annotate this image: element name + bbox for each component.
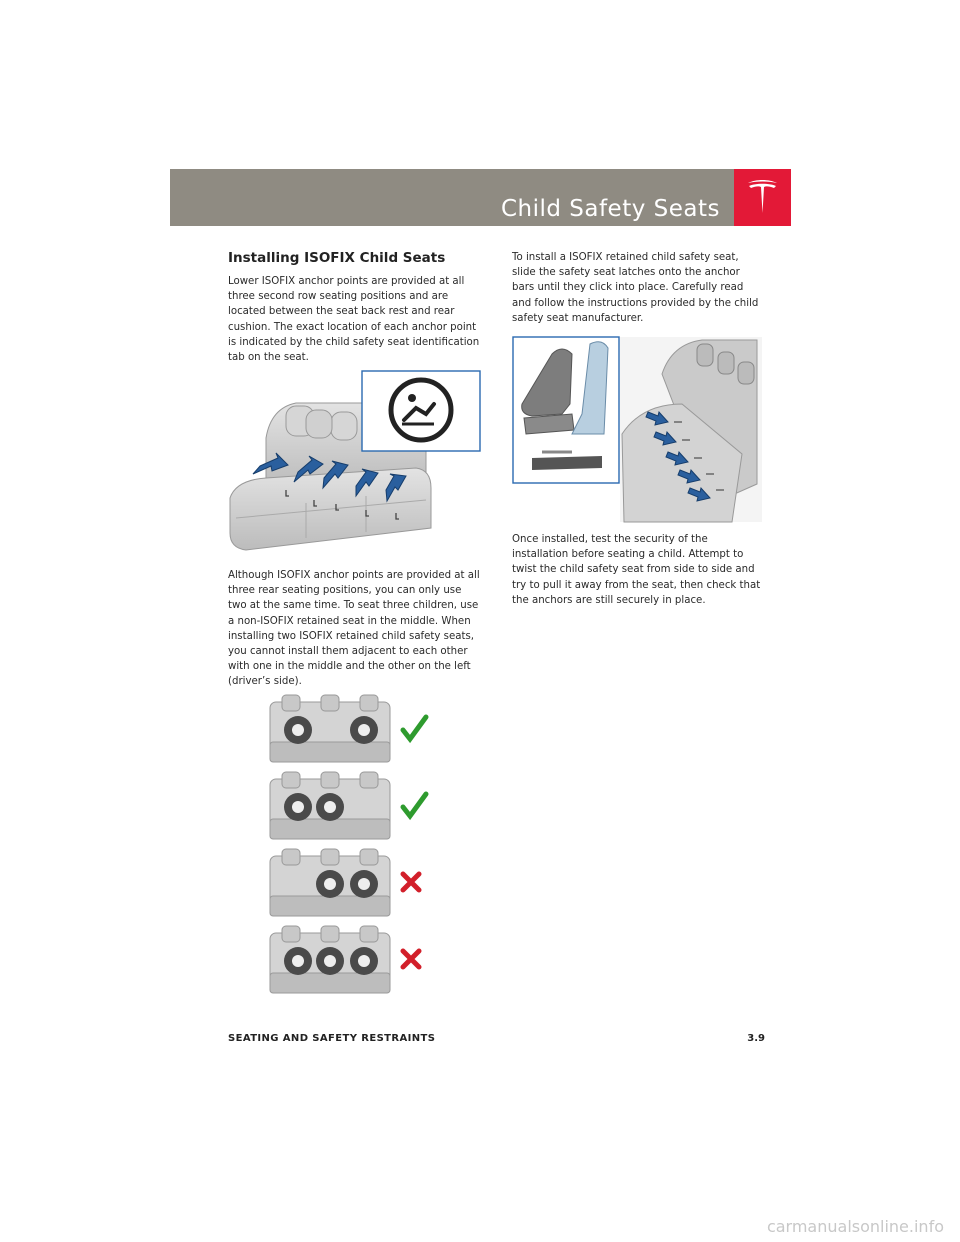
page-title: Child Safety Seats xyxy=(500,196,720,223)
configuration-row xyxy=(268,846,438,925)
rear-seat-diagram xyxy=(268,846,438,921)
isofix-install-illustration xyxy=(512,334,764,524)
configuration-row xyxy=(268,923,438,1002)
section-heading: Installing ISOFIX Child Seats xyxy=(228,250,446,266)
rear-seat-diagram xyxy=(268,923,438,998)
test-security-paragraph: Once installed, test the security of the installation before seating a child. Attempt to twist the child safety seat from side to side and try to pull it away from the seat, then check that the anchors are still securely in place. xyxy=(512,534,761,606)
configuration-row xyxy=(268,692,438,771)
intro-paragraph: Lower ISOFIX anchor points are provided at all three second row seating positions and are located between the seat back rest and rear cushion. The exact location of each anchor point is indicated by the child safety seat identification tab on the seat. xyxy=(228,276,480,364)
rear-seat-anchor-illustration xyxy=(226,368,482,564)
watermark: carmanualsonline.info xyxy=(766,1217,944,1236)
tesla-logo-icon xyxy=(734,169,791,226)
install-paragraph: To install a ISOFIX retained child safety seat, slide the safety seat latches onto the anchor bars until they click into place. Carefully read and follow the instructions provided by the child safety seat manufacturer. xyxy=(512,252,759,324)
left-column xyxy=(228,250,482,365)
right-column xyxy=(512,250,764,326)
page-number: 3.9 xyxy=(747,1033,765,1044)
header-band xyxy=(170,169,790,226)
rear-seat-diagram xyxy=(268,769,438,844)
not-allowed-cross-icon xyxy=(403,874,419,890)
footer-section: SEATING AND SAFETY RESTRAINTS xyxy=(228,1033,436,1044)
limitation-paragraph: Although ISOFIX anchor points are provided at all three rear seating positions, you can only use two at the same time. To seat three children, use a non-ISOFIX retained seat in the middle. When installing two ISOFIX retained child safety seats, you cannot install them adjacent to each other with one in the middle and the other on the left (driver’s side). xyxy=(228,570,480,688)
configuration-row xyxy=(268,769,438,848)
allowed-check-icon xyxy=(403,794,426,816)
allowed-check-icon xyxy=(403,717,426,739)
not-allowed-cross-icon xyxy=(403,951,419,967)
rear-seat-diagram xyxy=(268,692,438,767)
seat-configurations xyxy=(268,692,438,992)
